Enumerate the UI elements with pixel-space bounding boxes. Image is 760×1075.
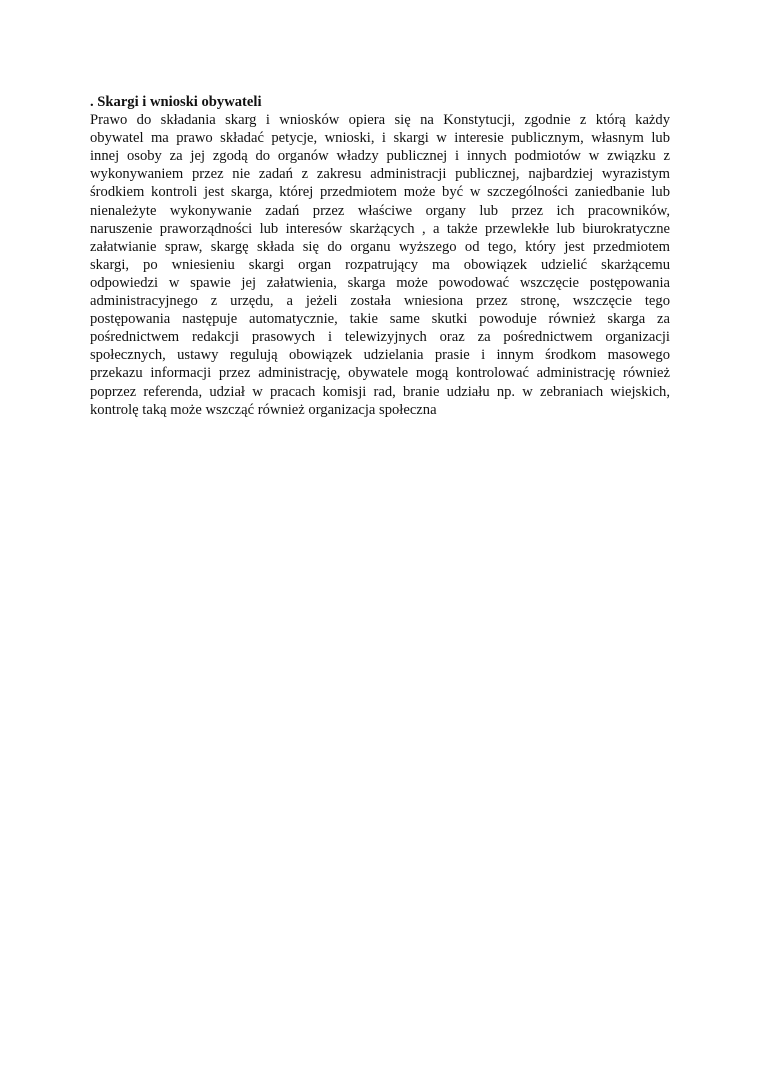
paragraph-line: Prawo do składania skarg i wniosków opiera się na Konstytucji, zgodnie z którą każdy bbox=[90, 112, 670, 129]
paragraph-line: kontrolę taką może wszcząć również organizacja społeczna bbox=[90, 401, 437, 418]
paragraph-line: administracyjnego z urzędu, a jeżeli została wniesiona przez stronę, wszczęcie tego bbox=[90, 293, 670, 310]
paragraph-line: innej osoby za jej zgodą do organów władzy publicznej i innych podmiotów w związku z bbox=[90, 148, 670, 165]
paragraph-line: odpowiedzi w spawie jej załatwienia, skarga może powodować wszczęcie postępowania bbox=[90, 274, 670, 291]
paragraph-line: wykonywaniem przez nie zadań z zakresu administracji publicznej, najbardziej wyrazistym bbox=[90, 166, 670, 183]
paragraph-line: skargi, po wniesieniu skargi organ rozpatrujący ma obowiązek udzielić skarżącemu bbox=[90, 256, 670, 273]
body-paragraph bbox=[90, 111, 670, 419]
paragraph-line: pośrednictwem redakcji prasowych i telewizyjnych oraz za pośrednictwem organizacji bbox=[90, 329, 670, 346]
paragraph-line: postępowania następuje automatycznie, takie same skutki powoduje również skarga za bbox=[90, 311, 670, 328]
paragraph-line: nienależyte wykonywanie zadań przez właściwe organy lub przez ich pracowników, bbox=[90, 202, 670, 219]
paragraph-line: naruszenie praworządności lub interesów skarżących , a także przewlekłe lub biurokratyczne bbox=[90, 220, 670, 237]
section-heading: . Skargi i wnioski obywateli bbox=[90, 94, 262, 110]
paragraph-line: poprzez referenda, udział w pracach komisji rad, branie udziału np. w zebraniach wiejskich, bbox=[90, 383, 670, 400]
paragraph-line: społecznych, ustawy regulują obowiązek udzielania prasie i innym środkom masowego bbox=[90, 347, 670, 364]
paragraph-line: środkiem kontroli jest skarga, której przedmiotem może być w szczególności zaniedbanie lub bbox=[90, 184, 670, 201]
paragraph-line: obywatel ma prawo składać petycje, wnioski, i skargi w interesie publicznym, własnym lub bbox=[90, 130, 670, 147]
paragraph-line: załatwianie spraw, skargę składa się do organu wyższego od tego, który jest przedmiotem bbox=[90, 238, 670, 255]
paragraph-line: przekazu informacji przez administrację, obywatele mogą kontrolować administrację również bbox=[90, 365, 670, 382]
document-content bbox=[90, 93, 670, 419]
